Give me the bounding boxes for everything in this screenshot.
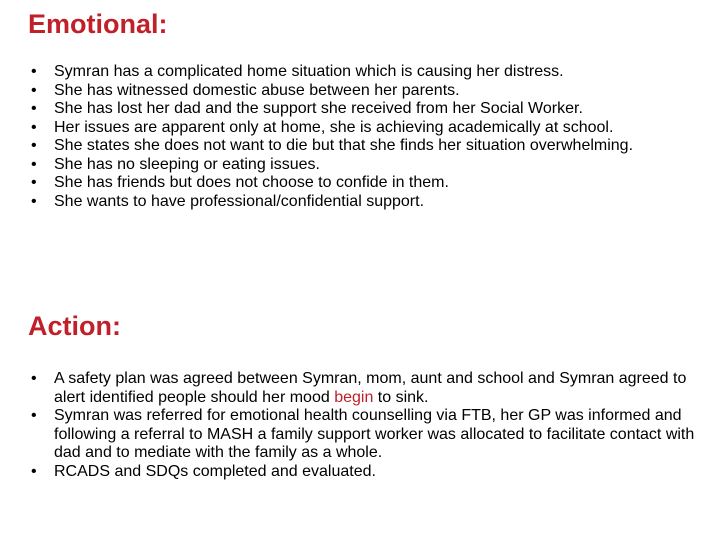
list-item-text: She has friends but does not choose to confide in them. [54, 174, 449, 191]
bullet-icon: • [31, 100, 37, 117]
list-item [28, 370, 708, 407]
list-item-text: to sink. [373, 388, 429, 406]
bullet-icon: • [31, 370, 37, 387]
list-item-text: RCADS and SDQs completed and evaluated. [54, 462, 376, 480]
list-item [28, 407, 708, 463]
list-item-text: She has lost her dad and the support she received from her Social Worker. [54, 100, 583, 117]
list-item [28, 82, 708, 101]
list-item-text: Symran has a complicated home situation which is causing her distress. [54, 63, 564, 80]
list-item [28, 193, 708, 212]
list-item-text: She wants to have professional/confidential support. [54, 192, 425, 210]
highlighted-word: begin [334, 388, 374, 406]
bullet-icon: • [31, 407, 37, 424]
list-item [28, 63, 708, 82]
bullet-icon: • [31, 137, 37, 154]
bullet-icon: • [31, 174, 37, 191]
list-item [28, 463, 708, 482]
emotional-list [28, 63, 708, 211]
list-item [28, 119, 708, 138]
list-item-text: She has no sleeping or eating issues. [54, 155, 320, 173]
bullet-icon: • [31, 155, 37, 173]
emotional-heading: Emotional: [28, 9, 168, 39]
list-item-text: She states she does not want to die but that she finds her situation overwhelming. [54, 137, 634, 154]
action-heading: Action: [28, 311, 121, 341]
bullet-icon: • [31, 63, 37, 80]
list-item [28, 100, 708, 119]
bullet-icon: • [31, 118, 37, 136]
bullet-icon: • [31, 81, 37, 99]
list-item-text: She has witnessed domestic abuse between her parents. [54, 81, 460, 99]
list-item [28, 137, 708, 156]
list-item-text: Symran was referred for emotional health counselling via FTB, her GP was informed and following a referral to MASH a family support worker was allocated to facilitate contact with dad and to mediate with the family as a whole. [54, 407, 695, 461]
bullet-icon: • [31, 192, 37, 210]
list-item [28, 156, 708, 175]
list-item [28, 174, 708, 193]
list-item-text: A safety plan was agreed between Symran, mom, aunt and school and Symran agreed to alert identified people should her mood [54, 370, 687, 406]
bullet-icon: • [31, 462, 37, 480]
action-list [28, 370, 708, 481]
list-item-text: Her issues are apparent only at home, she is achieving academically at school. [54, 118, 614, 136]
